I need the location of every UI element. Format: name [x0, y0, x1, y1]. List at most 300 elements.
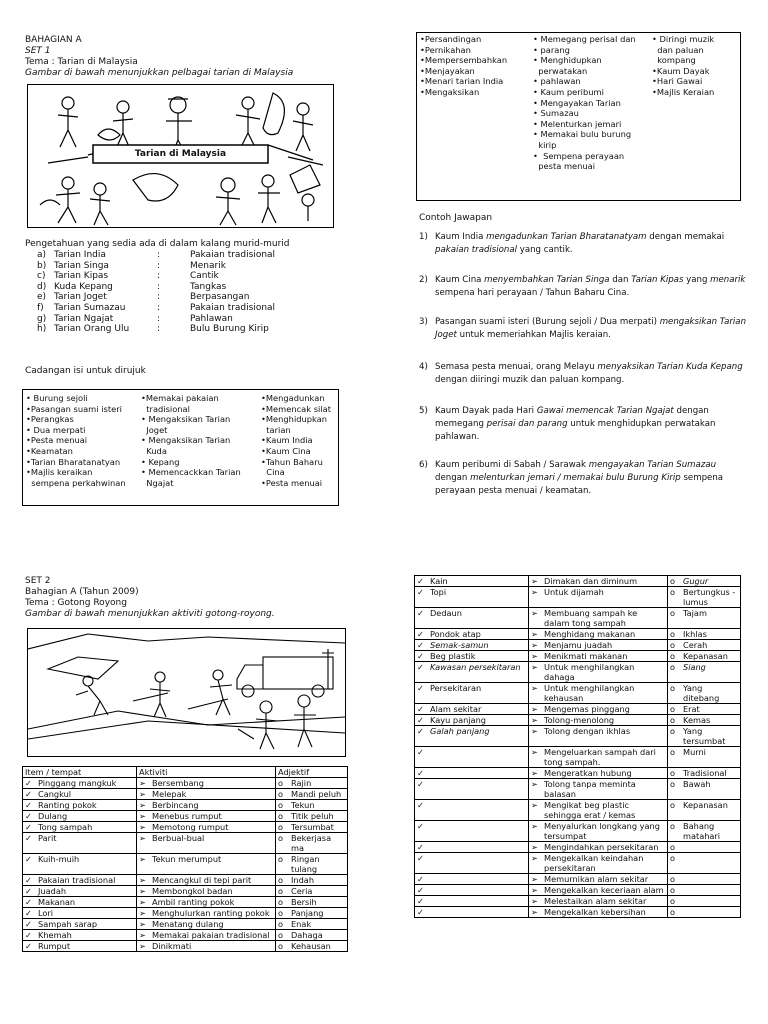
- table-cell: [529, 907, 668, 918]
- continuation-item: • Melenturkan jemari: [533, 118, 622, 129]
- table-cell: [529, 874, 668, 885]
- table-cell: [415, 715, 529, 726]
- answer-segment: memencak Tarian Ngajat: [566, 406, 674, 416]
- cell-text: Mengeratkan hubung: [544, 768, 632, 778]
- continuation-item: • Kaum peribumi: [533, 86, 604, 97]
- cell-text: Dinikmati: [152, 941, 192, 951]
- check-mark-icon: ✓: [417, 587, 424, 597]
- table-row: [415, 629, 741, 640]
- cell-text: Bekerjasa ma: [291, 833, 332, 853]
- cell-text: Tekun: [291, 800, 315, 810]
- cell-text: Rumput: [38, 941, 71, 951]
- cell-text: Gugur: [683, 576, 709, 586]
- check-mark-icon: ✓: [417, 683, 424, 693]
- table-cell: [529, 747, 668, 768]
- cadangan-item: •Memencak silat: [261, 403, 331, 414]
- answer-line: [435, 405, 753, 418]
- circle-bullet-icon: o: [278, 811, 284, 821]
- answer-segment: sempena hari perayaan / Tahun Baharu Cina.: [435, 288, 630, 298]
- knowledge-row: [37, 292, 327, 303]
- table-cell: [23, 800, 137, 811]
- cell-text: Beg plastik: [430, 651, 476, 661]
- set2-caption: Gambar di bawah menunjukkan aktiviti gotong-royong.: [25, 609, 275, 619]
- table-cell: [529, 853, 668, 874]
- answer-segment: menyembahkan Tarian Singa: [484, 275, 610, 285]
- cell-text: Semak-samun: [430, 640, 489, 650]
- cell-text: [430, 853, 526, 863]
- knowledge-sep: :: [157, 250, 161, 260]
- answer-line: [435, 231, 753, 244]
- table-header-row: [23, 767, 348, 778]
- table-cell: [668, 853, 741, 874]
- check-mark-icon: ✓: [417, 715, 424, 725]
- table-cell: [137, 941, 276, 952]
- cell-text: Mengekalkan keceriaan alam: [544, 885, 664, 895]
- cell-text: Dimakan dan diminum: [544, 576, 638, 586]
- circle-bullet-icon: o: [670, 651, 676, 661]
- circle-bullet-icon: o: [278, 789, 284, 799]
- table-row: [415, 715, 741, 726]
- table-cell: [529, 683, 668, 704]
- check-mark-icon: ✓: [417, 651, 424, 661]
- circle-bullet-icon: o: [278, 778, 284, 788]
- continuation-item: •Menjayakan: [420, 65, 475, 76]
- table-row: [23, 930, 348, 941]
- cell-text: Bersembang: [152, 778, 204, 788]
- cell-text: Menyalurkan longkang yang tersumpat: [544, 821, 660, 841]
- continuation-col-2: [533, 34, 653, 172]
- arrow-bullet-icon: ➢: [531, 842, 538, 852]
- table-row: [415, 779, 741, 800]
- table-cell: [668, 651, 741, 662]
- answer-segment: dengan memakai: [646, 232, 725, 242]
- cadangan-item: •Kaum India: [261, 435, 313, 446]
- cell-text: [683, 842, 738, 852]
- cell-text: Kehausan: [291, 941, 331, 951]
- cell-text: Kawasan persekitaran: [430, 662, 521, 672]
- cell-text: [430, 842, 526, 852]
- circle-bullet-icon: o: [670, 907, 676, 917]
- continuation-item: • Menghidupkan: [533, 55, 602, 66]
- continuation-item: kompang: [652, 55, 696, 66]
- answer-text: [435, 361, 753, 387]
- table-cell: [668, 768, 741, 779]
- table-cell: [137, 908, 276, 919]
- cadangan-item: • Mengaksikan Tarian: [141, 414, 231, 425]
- knowledge-intro: Pengetahuan yang sedia ada di dalam kalang murid-murid: [25, 239, 290, 249]
- arrow-bullet-icon: ➢: [139, 854, 146, 864]
- answer-number: 3): [419, 317, 428, 327]
- table-cell: [415, 907, 529, 918]
- answer-segment: perisai dan parang: [486, 419, 568, 429]
- cell-text: Bahang matahari: [683, 821, 721, 841]
- cell-text: Tolong tanpa meminta balasan: [544, 779, 636, 799]
- knowledge-sep: :: [157, 324, 161, 335]
- knowledge-key: h): [37, 324, 47, 335]
- answer-segment: dan: [609, 275, 632, 285]
- cell-text: Ikhlas: [683, 629, 707, 639]
- cell-text: [683, 896, 738, 906]
- table-cell: [529, 779, 668, 800]
- cadangan-item: • Burung sejoli: [26, 393, 88, 403]
- circle-bullet-icon: o: [670, 779, 676, 789]
- continuation-item: pesta menuai: [533, 161, 596, 172]
- table-cell: [529, 576, 668, 587]
- knowledge-row: [37, 314, 327, 325]
- table-row: [23, 908, 348, 919]
- check-mark-icon: ✓: [25, 800, 32, 810]
- cell-text: Tajam: [683, 608, 707, 618]
- cadangan-item: •Pesta menuai: [261, 477, 323, 488]
- check-mark-icon: ✓: [417, 821, 424, 831]
- table-cell: [529, 885, 668, 896]
- cell-text: Kayu panjang: [430, 715, 486, 725]
- table-row: [415, 704, 741, 715]
- cadangan-item: •Perangkas: [26, 414, 74, 425]
- answer-segment: dengan: [435, 473, 471, 483]
- set2-label: SET 2: [25, 576, 51, 586]
- cell-text: [430, 768, 526, 778]
- arrow-bullet-icon: ➢: [531, 576, 538, 586]
- check-mark-icon: ✓: [417, 704, 424, 714]
- knowledge-item: Tarian Singa: [54, 260, 109, 271]
- circle-bullet-icon: o: [670, 800, 676, 810]
- table-row: [23, 833, 348, 854]
- cadangan-heading: Cadangan isi untuk dirujuk: [25, 366, 146, 376]
- check-mark-icon: ✓: [25, 875, 32, 885]
- table-row: [415, 907, 741, 918]
- cell-text: Tekun merumput: [152, 854, 222, 864]
- table-row: [23, 822, 348, 833]
- table-cell: [415, 896, 529, 907]
- check-mark-icon: ✓: [417, 874, 424, 884]
- table-row: [415, 747, 741, 768]
- table-cell: [529, 715, 668, 726]
- check-mark-icon: ✓: [417, 640, 424, 650]
- arrow-bullet-icon: ➢: [531, 704, 538, 714]
- circle-bullet-icon: o: [670, 874, 676, 884]
- contoh-heading: Contoh Jawapan: [419, 213, 493, 223]
- table-cell: [137, 930, 276, 941]
- table-cell: [668, 821, 741, 842]
- arrow-bullet-icon: ➢: [531, 662, 538, 672]
- answer-line: [435, 472, 753, 485]
- table-cell: [276, 908, 348, 919]
- set-label: SET 1: [25, 46, 51, 56]
- table-cell: [23, 789, 137, 800]
- table-cell: [137, 811, 276, 822]
- arrow-bullet-icon: ➢: [139, 908, 146, 918]
- knowledge-sep: :: [157, 281, 161, 292]
- circle-bullet-icon: o: [670, 704, 676, 714]
- continuation-item: • Sumazau: [533, 108, 579, 119]
- cell-text: Pakaian tradisional: [38, 875, 116, 885]
- cell-text: Panjang: [291, 908, 324, 918]
- cadangan-item: •Majlis keraikan: [26, 467, 93, 478]
- check-mark-icon: ✓: [417, 907, 424, 917]
- table-cell: [23, 930, 137, 941]
- answer-number: 6): [419, 460, 428, 470]
- answer-segment: perayaan pesta menuai / keamatan.: [435, 486, 592, 496]
- table-cell: [668, 629, 741, 640]
- cadangan-item: • Memencackkan Tarian: [141, 467, 241, 478]
- circle-bullet-icon: o: [670, 842, 676, 852]
- table-row: [23, 897, 348, 908]
- table-cell: [668, 842, 741, 853]
- check-mark-icon: ✓: [25, 822, 32, 832]
- knowledge-item: Tarian Kipas: [54, 271, 109, 282]
- answer-segment: memegang: [435, 419, 487, 429]
- check-mark-icon: ✓: [25, 930, 32, 940]
- check-mark-icon: ✓: [25, 833, 32, 843]
- table-cell: [415, 779, 529, 800]
- table-cell: [668, 885, 741, 896]
- answer-line: [435, 361, 753, 374]
- table-cell: [668, 662, 741, 683]
- arrow-bullet-icon: ➢: [139, 886, 146, 896]
- table-header-cell: Aktiviti: [137, 767, 276, 778]
- knowledge-key: a): [37, 250, 47, 260]
- table-cell: [137, 778, 276, 789]
- arrow-bullet-icon: ➢: [139, 778, 146, 788]
- table-cell: [668, 874, 741, 885]
- answer-segment: pahlawan.: [435, 432, 480, 442]
- answer-line: [435, 459, 753, 472]
- figure-caption: Gambar di bawah menunjukkan pelbagai tarian di Malaysia: [25, 68, 294, 78]
- cell-text: Berbincang: [152, 800, 199, 810]
- cell-text: Makanan: [38, 897, 76, 907]
- table-row: [415, 842, 741, 853]
- arrow-bullet-icon: ➢: [531, 821, 538, 831]
- arrow-bullet-icon: ➢: [531, 874, 538, 884]
- arrow-bullet-icon: ➢: [531, 896, 538, 906]
- cell-text: Menebus rumput: [152, 811, 222, 821]
- continuation-col-1: [420, 34, 535, 98]
- circle-bullet-icon: o: [278, 941, 284, 951]
- table-cell: [23, 854, 137, 875]
- table-cell: [415, 821, 529, 842]
- table-cell: [529, 768, 668, 779]
- arrow-bullet-icon: ➢: [531, 629, 538, 639]
- table-cell: [529, 640, 668, 651]
- table-cell: [137, 854, 276, 875]
- cell-text: Yang ditebang: [683, 683, 720, 703]
- arrow-bullet-icon: ➢: [139, 919, 146, 929]
- answer-text: [435, 405, 753, 444]
- arrow-bullet-icon: ➢: [531, 683, 538, 693]
- cell-text: Cangkul: [38, 789, 72, 799]
- arrow-bullet-icon: ➢: [139, 930, 146, 940]
- circle-bullet-icon: o: [670, 629, 676, 639]
- table-cell: [276, 811, 348, 822]
- arrow-bullet-icon: ➢: [531, 779, 538, 789]
- table-cell: [529, 629, 668, 640]
- cell-text: [683, 853, 738, 863]
- cell-text: Ranting pokok: [38, 800, 97, 810]
- continuation-item: • Diringi muzik: [652, 34, 715, 44]
- answer-line: [435, 485, 753, 498]
- cell-text: Berbual-bual: [152, 833, 205, 843]
- table-row: [415, 640, 741, 651]
- table-cell: [415, 629, 529, 640]
- cadangan-item: sempena perkahwinan: [26, 477, 126, 488]
- cadangan-item: Kuda: [141, 445, 167, 456]
- table-row: [415, 896, 741, 907]
- answer-line: [435, 374, 753, 387]
- answer-segment: Semasa pesta menuai, orang Melayu: [435, 362, 598, 372]
- cadangan-item: •Tahun Baharu: [261, 456, 323, 467]
- check-mark-icon: ✓: [25, 811, 32, 821]
- answer-segment: Kaum peribumi di Sabah / Sarawak: [435, 460, 589, 470]
- knowledge-sep: :: [157, 271, 161, 282]
- continuation-item: kirip: [533, 139, 557, 150]
- arrow-bullet-icon: ➢: [139, 941, 146, 951]
- circle-bullet-icon: o: [278, 908, 284, 918]
- dance-illustration: [27, 84, 334, 228]
- cadangan-col-2: [141, 393, 261, 488]
- table-cell: [668, 726, 741, 747]
- cell-text: Memakai pakaian tradisional: [152, 930, 270, 940]
- cell-text: Mengemas pinggang: [544, 704, 630, 714]
- cell-text: Kain: [430, 576, 448, 586]
- cell-text: [683, 874, 738, 884]
- table-cell: [276, 919, 348, 930]
- cell-text: [430, 800, 526, 810]
- continuation-item: •Kaum Dayak: [652, 65, 710, 76]
- check-mark-icon: ✓: [25, 908, 32, 918]
- arrow-bullet-icon: ➢: [531, 726, 538, 736]
- knowledge-row: [37, 271, 327, 282]
- cell-text: Mencangkul di tepi parit: [152, 875, 252, 885]
- arrow-bullet-icon: ➢: [139, 822, 146, 832]
- set2-subtitle: Bahagian A (Tahun 2009): [25, 587, 139, 597]
- table-cell: [276, 833, 348, 854]
- answer-segment: Pasangan suami isteri (Burung sejoli / Dua merpati): [435, 317, 660, 327]
- table-row: [415, 885, 741, 896]
- continuation-item: • pahlawan: [533, 76, 581, 87]
- cell-text: [430, 896, 526, 906]
- arrow-bullet-icon: ➢: [139, 811, 146, 821]
- arrow-bullet-icon: ➢: [531, 608, 538, 618]
- cell-text: Membongkol badan: [152, 886, 233, 896]
- table-cell: [415, 662, 529, 683]
- knowledge-item: Tarian India: [54, 250, 106, 260]
- answer-segment: pakaian tradisional: [435, 245, 518, 255]
- answer-segment: menyaksikan Tarian Kuda Kepang: [597, 362, 743, 372]
- cell-text: Siang: [683, 662, 706, 672]
- arrow-bullet-icon: ➢: [531, 640, 538, 650]
- table-cell: [529, 662, 668, 683]
- table-cell: [23, 778, 137, 789]
- check-mark-icon: ✓: [417, 853, 424, 863]
- circle-bullet-icon: o: [670, 587, 676, 597]
- cadangan-item: Ngajat: [141, 477, 174, 488]
- table-cell: [415, 640, 529, 651]
- table-cell: [529, 704, 668, 715]
- circle-bullet-icon: o: [278, 886, 284, 896]
- cell-text: [430, 885, 526, 895]
- circle-bullet-icon: o: [670, 896, 676, 906]
- cell-text: [430, 779, 526, 789]
- answer-line: [435, 418, 753, 431]
- cell-text: [430, 821, 526, 831]
- cadangan-item: tarian: [261, 424, 291, 435]
- cell-text: Kuih-muih: [38, 854, 80, 864]
- cell-text: Bersih: [291, 897, 317, 907]
- cadangan-item: •Pesta menuai: [26, 435, 88, 446]
- arrow-bullet-icon: ➢: [531, 768, 538, 778]
- cell-text: Memurnikan alam sekitar: [544, 874, 649, 884]
- answer-segment: Joget: [435, 330, 457, 340]
- table-cell: [276, 930, 348, 941]
- answer-segment: Kaum Cina: [435, 275, 485, 285]
- table-cell: [668, 896, 741, 907]
- answer-segment: mengaksikan Tarian: [659, 317, 747, 327]
- circle-bullet-icon: o: [670, 683, 676, 693]
- circle-bullet-icon: o: [278, 897, 284, 907]
- arrow-bullet-icon: ➢: [531, 715, 538, 725]
- check-mark-icon: ✓: [417, 885, 424, 895]
- check-mark-icon: ✓: [25, 897, 32, 907]
- table-header-cell: Adjektif: [276, 767, 348, 778]
- theme-line: Tema : Tarian di Malaysia: [25, 57, 138, 67]
- cell-text: Erat: [683, 704, 700, 714]
- cadangan-item: Cina: [261, 467, 285, 478]
- table-cell: [276, 941, 348, 952]
- cadangan-item: •Keamatan: [26, 445, 73, 456]
- continuation-item: • parang: [533, 44, 570, 55]
- table-row: [415, 683, 741, 704]
- arrow-bullet-icon: ➢: [531, 800, 538, 810]
- table-cell: [529, 821, 668, 842]
- table-cell: [23, 908, 137, 919]
- check-mark-icon: ✓: [417, 800, 424, 810]
- cell-text: Tolong dengan ikhlas: [544, 726, 631, 736]
- check-mark-icon: ✓: [25, 789, 32, 799]
- knowledge-item: Tarian Orang Ulu: [54, 324, 130, 335]
- arrow-bullet-icon: ➢: [531, 885, 538, 895]
- check-mark-icon: ✓: [417, 576, 424, 586]
- table-row: [415, 662, 741, 683]
- table-row: [415, 821, 741, 842]
- table-cell: [137, 789, 276, 800]
- table-row: [23, 811, 348, 822]
- table-cell: [415, 842, 529, 853]
- continuation-item: • Memakai bulu burung: [533, 129, 632, 140]
- knowledge-value: Pakaian tradisional: [190, 250, 276, 260]
- cadangan-item: tradisional: [141, 403, 190, 414]
- gotong-royong-drawing: [28, 629, 345, 756]
- set2-table: [22, 766, 348, 952]
- cell-text: Indah: [291, 875, 315, 885]
- check-mark-icon: ✓: [25, 854, 32, 864]
- circle-bullet-icon: o: [278, 854, 284, 864]
- knowledge-value: Cantik: [190, 271, 219, 282]
- knowledge-value: Menarik: [190, 260, 226, 271]
- circle-bullet-icon: o: [278, 930, 284, 940]
- circle-bullet-icon: o: [278, 919, 284, 929]
- arrow-bullet-icon: ➢: [139, 833, 146, 843]
- table-cell: [137, 875, 276, 886]
- continuation-item: dan paluan: [652, 44, 704, 55]
- arrow-bullet-icon: ➢: [139, 897, 146, 907]
- knowledge-sep: :: [157, 292, 161, 303]
- table-cell: [668, 576, 741, 587]
- table-row: [415, 576, 741, 587]
- cell-text: Mengekalkan keindahan persekitaran: [544, 853, 644, 873]
- table-cell: [415, 704, 529, 715]
- knowledge-key: e): [37, 292, 47, 303]
